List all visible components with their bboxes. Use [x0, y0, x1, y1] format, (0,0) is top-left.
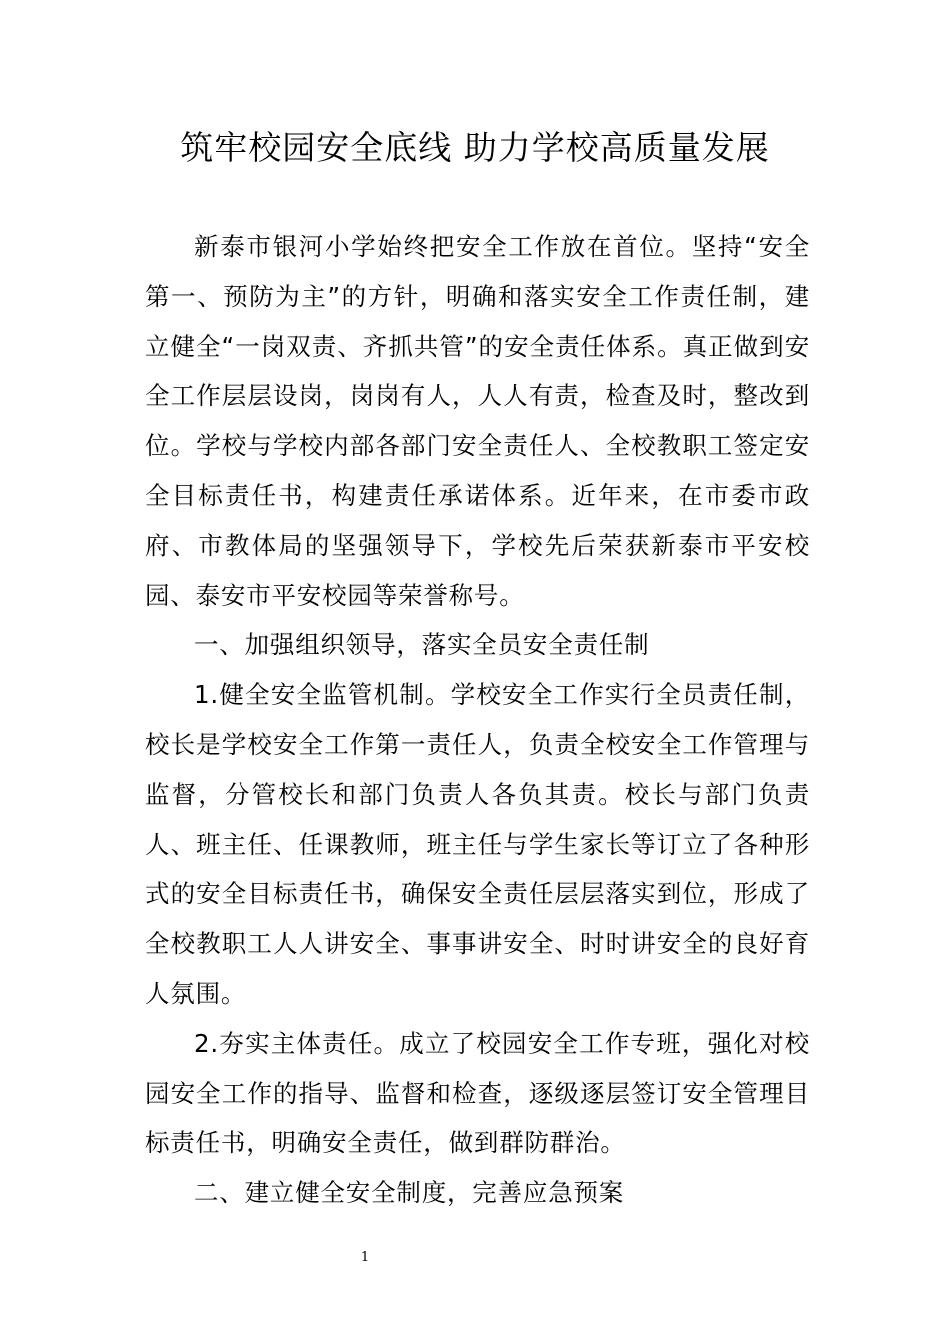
- document-body: [145, 222, 810, 1218]
- page-number: 1: [360, 1250, 370, 1265]
- paragraph-1-2: 2.夯实主体责任。成立了校园安全工作专班，强化对校园安全工作的指导、监督和检查，逐级逐层签订安全管理目标责任书，明确安全责任，做到群防群治。: [145, 1028, 810, 1158]
- document-title: 筑牢校园安全底线 助力学校高质量发展: [180, 128, 770, 167]
- paragraph-1-1: 1.健全安全监管机制。学校安全工作实行全员责任制，校长是学校安全工作第一责任人，负责全校安全工作管理与监督，分管校长和部门负责人各负其责。校长与部门负责人、班主任、任课教师，班主任与学生家长等订立了各种形式的安全目标责任书，确保安全责任层层落实到位，形成了全校教职工人人讲安全、事事讲安全、时时讲安全的良好育人氛围。: [145, 680, 810, 1008]
- section-heading-2: 二、建立健全安全制度，完善应急预案: [194, 1178, 625, 1208]
- intro-paragraph: 新泰市银河小学始终把安全工作放在首位。坚持“安全第一、预防为主”的方针，明确和落实安全工作责任制，建立健全“一岗双责、齐抓共管”的安全责任体系。真正做到安全工作层层设岗，岗岗有人，人人有责，检查及时，整改到位。学校与学校内部各部门安全责任人、全校教职工签定安全目标责任书，构建责任承诺体系。近年来，在市委市政府、市教体局的坚强领导下，学校先后荣获新泰市平安校园、泰安市平安校园等荣誉称号。: [145, 232, 810, 610]
- section-heading-1: 一、加强组织领导，落实全员安全责任制: [194, 630, 650, 660]
